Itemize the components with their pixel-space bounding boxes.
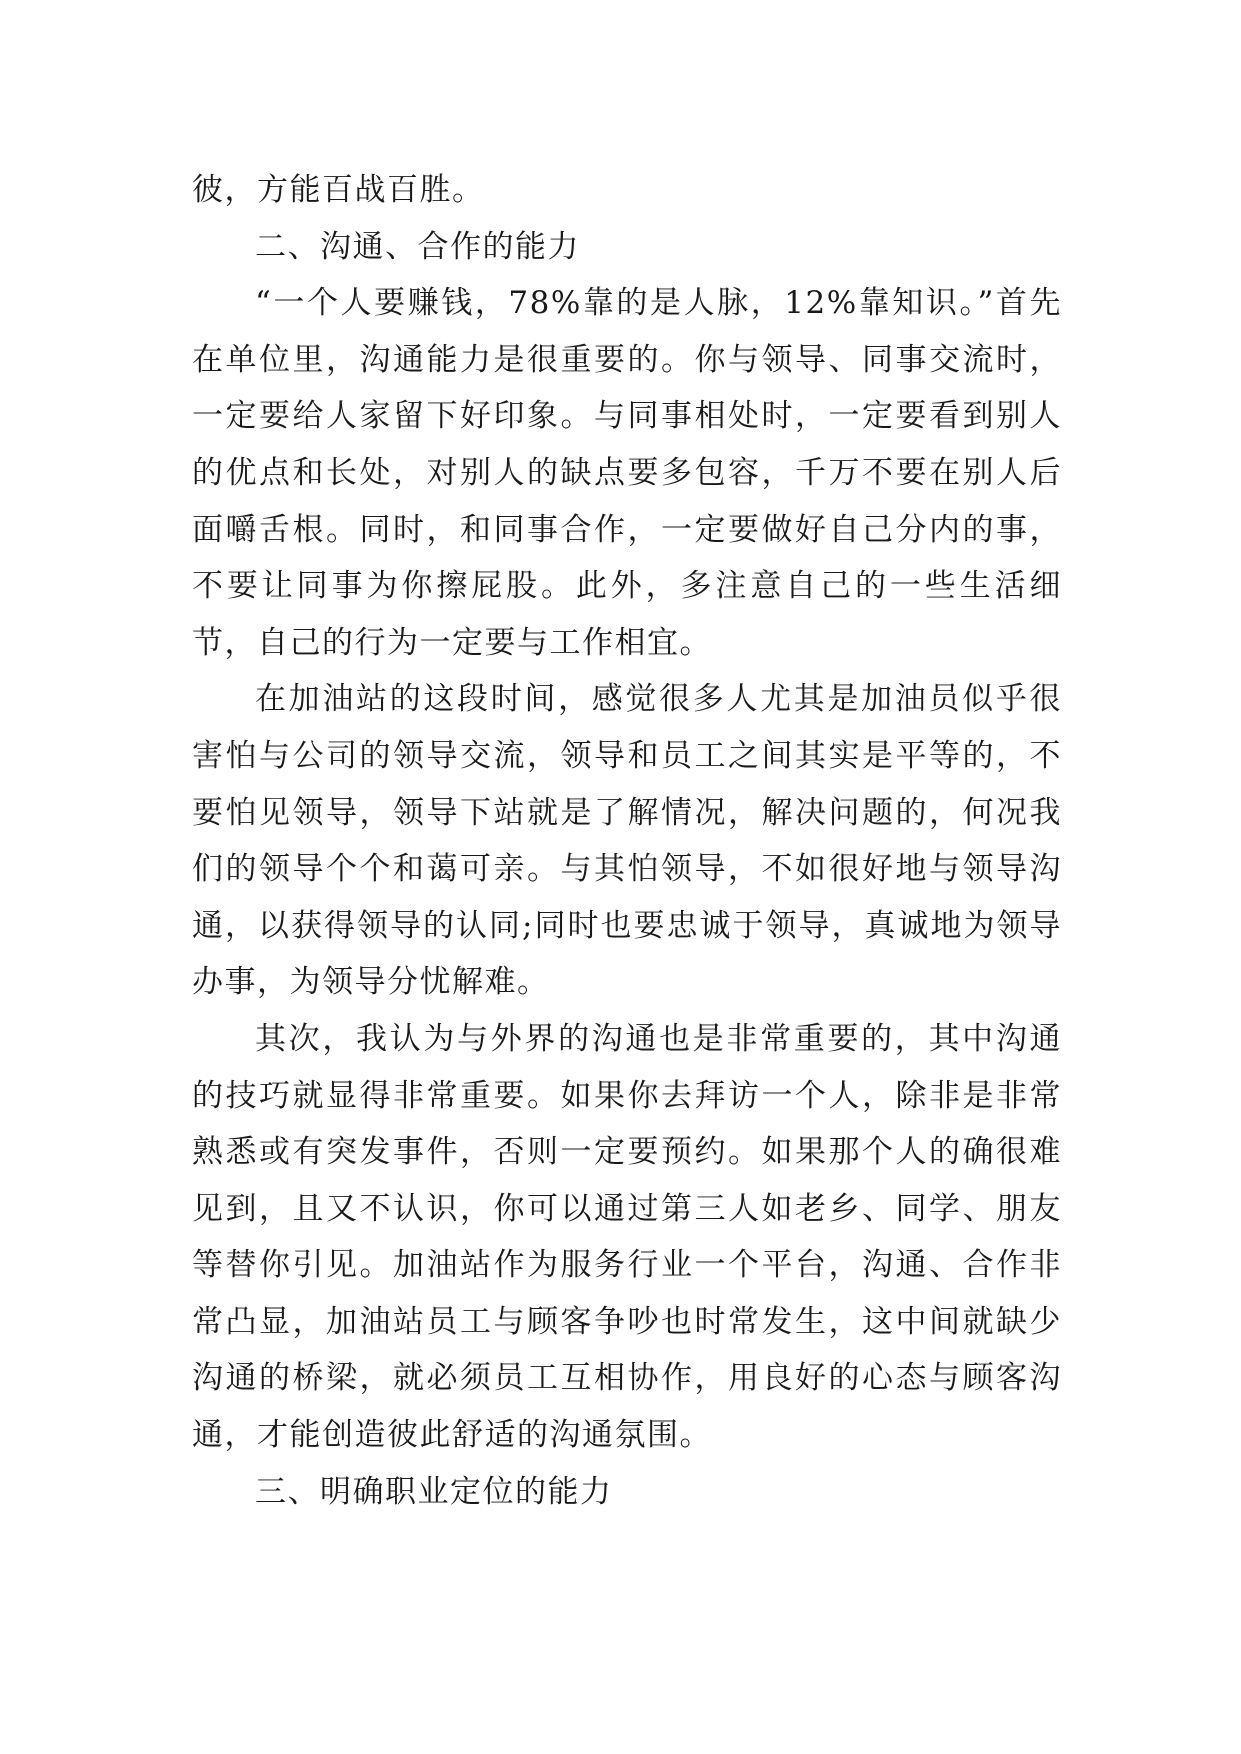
paragraph-continuation: 彼，方能百战百胜。 (192, 172, 485, 208)
section-heading-career-positioning: 三、明确职业定位的能力 (255, 1473, 613, 1510)
document-body (192, 162, 1062, 1520)
paragraph-leadership-communication: 在加油站的这段时间，感觉很多人尤其是加油员似乎很害怕与公司的领导交流，领导和员工之间其实是平等的，不要怕见领导，领导下站就是了解情况，解决问题的，何况我们的领导个个和蔼可亲。与其怕领导，不如很好地与领导沟通，以获得领导的认同;同时也要忠诚于领导，真诚地为领导办事，为领导分忧解难。 (192, 681, 1062, 1001)
section-heading-communication: 二、沟通、合作的能力 (255, 228, 580, 265)
paragraph-networking: “一个人要赚钱，78%靠的是人脉，12%靠知识。”首先在单位里，沟通能力是很重要的。你与领导、同事交流时，一定要给人家留下好印象。与同事相处时，一定要看到别人的优点和长处，对别人的缺点要多包容，千万不要在别人后面嚼舌根。同时，和同事合作，一定要做好自己分内的事，不要让同事为你擦屁股。此外，多注意自己的一些生活细节，自己的行为一定要与工作相宜。 (192, 285, 1062, 661)
paragraph-external-communication: 其次，我认为与外界的沟通也是非常重要的，其中沟通的技巧就显得非常重要。如果你去拜访一个人，除非是非常熟悉或有突发事件，否则一定要预约。如果那个人的确很难见到，且又不认识，你可以通过第三人如老乡、同学、朋友等替你引见。加油站作为服务行业一个平台，沟通、合作非常凸显，加油站员工与顾客争吵也时常发生，这中间就缺少沟通的桥梁，就必须员工互相协作，用良好的心态与顾客沟通，才能创造彼此舒适的沟通氛围。 (192, 1020, 1062, 1454)
